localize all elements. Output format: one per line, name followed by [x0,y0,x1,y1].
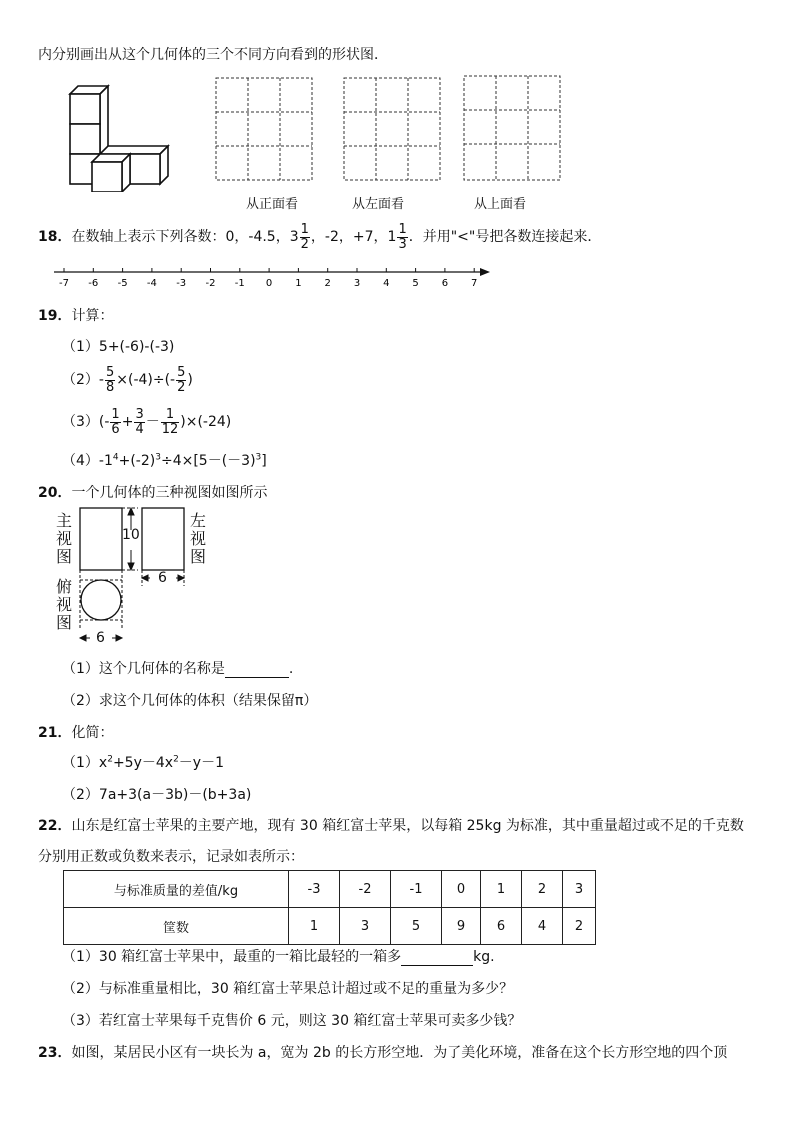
table-cell: 4 [522,908,563,945]
number-line-tick-label: 3 [353,278,361,289]
top-view-grid [462,74,562,182]
fraction-5-2 [176,366,186,395]
height-dimension: 10 [122,527,140,543]
q19-p2-label: （2）- [62,372,104,388]
table-cell: -1 [391,871,442,908]
mixed-number-2-whole: 1 [387,229,397,245]
number-line-tick-label: -6 [88,278,99,289]
table-cell: 9 [442,908,481,945]
q22-line-1 [38,815,744,835]
fraction-5-8 [105,366,115,395]
q22-p1-end: kg. [473,949,495,965]
q19-p2-end: ) [187,372,193,388]
q22-line1-text: 山东是红富士苹果的主要产地，现有 30 箱红富士苹果，以每箱 25kg 为标准，其中重量超过或不足的千克数 [71,818,744,834]
fraction-denominator: 8 [105,379,115,395]
caption-char: 图 [56,613,73,632]
fraction-numerator: 1 [161,408,180,423]
q21-p1-a: （1）x [62,755,108,771]
number-line-tick-label: -2 [205,278,216,289]
table-cell: 1 [481,871,522,908]
fraction-denominator: 2 [300,236,309,252]
q17-intro: 内分别画出从这个几何体的三个不同方向看到的形状图． [38,47,388,63]
q19-part-4 [62,450,267,470]
fraction-numerator: 3 [135,406,144,422]
three-view-drawing [76,504,188,648]
exponent: 3 [255,452,262,463]
q20-title [38,482,267,502]
q23-text: 如图，某居民小区有一块长为 a，宽为 2b 的长方形空地．为了美化环境，准备在这个长方形空地的四个顶 [71,1045,728,1061]
table-cell: 2 [563,908,596,945]
fraction-1-12 [161,408,180,437]
table-cell: 3 [563,871,596,908]
caption-char: 主 [56,511,73,530]
q19-p4-a: （4）-1 [62,453,113,469]
q19-p4-d: ] [261,453,267,469]
caption-char: 俯 [56,577,73,596]
fraction-numerator: 5 [105,364,115,380]
q21-part-2: （2）7a+3(a－3b)－(b+3a) [62,787,252,803]
mixed-number-1-fraction [300,223,310,252]
q19-number: 19． [38,308,72,324]
left-view-label: 从左面看 [352,197,405,212]
number-line-tick-label: 4 [383,278,390,289]
caption-char: 视 [190,529,207,548]
fraction-denominator: 3 [398,236,407,252]
q20-part-2: （2）求这个几何体的体积（结果保留π） [62,693,318,709]
exponent: 2 [173,754,179,765]
table-row [64,871,596,908]
plus-sign: + [121,414,134,430]
q22-line-2: 分别用正数或负数来表示，记录如表所示： [38,849,304,865]
q19-p4-c: ÷4×[5－(－3) [160,453,256,469]
exponent: 2 [107,754,113,765]
q19-p3-end: )×(-24) [180,414,232,430]
table-cell: -3 [289,871,340,908]
q22-part-3: （3）若红富士苹果每千克售价 6 元，则这 30 箱红富士苹果可卖多少钱？ [62,1013,522,1029]
q19-part-2 [62,364,193,396]
q19-p2-mid: ×(-4)÷(- [116,372,176,388]
side-view-rect [142,508,184,570]
q21-part-1 [62,752,224,772]
q22-number: 22． [38,818,72,834]
table-header-cell: 筐数 [64,908,289,945]
q20-p1-text: （1）这个几何体的名称是 [62,661,225,677]
fraction-numerator: 1 [111,406,120,422]
q20-number: 20． [38,485,72,501]
fraction-numerator: 1 [398,221,407,237]
caption-char: 图 [56,547,73,566]
q19-title-text: 计算： [71,308,114,324]
left-view-grid [342,76,442,182]
side-view-caption [190,512,206,566]
table-row [64,908,596,945]
top-width-dimension: 6 [96,630,105,646]
number-line-tick-label: -4 [146,278,157,289]
fraction-denominator: 6 [111,421,120,437]
table-cell: 1 [289,908,340,945]
table-header-cell: 与标准质量的差值/kg [64,871,289,908]
q20-p1-end: . [288,661,294,677]
number-line-arrow [480,268,490,276]
q19-part-3 [62,406,231,438]
answer-blank[interactable] [401,951,473,966]
cube-solid-figure [66,84,174,192]
q18-text-b: ，-2，+7， [310,229,388,245]
front-view-grid [214,76,314,182]
number-line-tick-label: -3 [176,278,187,289]
q18-text-a: 在数轴上表示下列各数：0，-4.5， [71,229,290,245]
number-line-tick-label: -5 [117,278,128,289]
table-cell: 3 [340,908,391,945]
table-cell: 5 [391,908,442,945]
q23-line [38,1042,727,1062]
q19-part-1: （1）5+(-6)-(-3) [62,339,175,355]
caption-char: 图 [190,547,207,566]
minus-sign: － [145,414,160,430]
fraction-denominator: 12 [161,421,179,437]
table-cell: 6 [481,908,522,945]
table-cell: -2 [340,871,391,908]
number-line-tick-label: 1 [295,278,302,289]
table-cell: 0 [442,871,481,908]
front-view-rect [80,508,122,570]
q21-title [38,722,113,742]
top-view-circle [81,580,121,620]
fraction-3-4 [134,408,144,437]
q21-title-text: 化简： [71,725,114,741]
q19-title [38,305,113,325]
side-width-dimension: 6 [158,570,167,586]
mixed-number-2-fraction [397,223,407,252]
q22-part-2: （2）与标准重量相比，30 箱红富士苹果总计超过或不足的重量为多少？ [62,981,514,997]
top-view-caption [56,578,72,632]
q21-number: 21． [38,725,72,741]
number-line-tick-label: -7 [59,278,69,289]
fraction-numerator: 5 [177,364,186,380]
exponent: 4 [112,452,119,463]
q18-text-c: ．并用"<"号把各数连接起来． [408,229,602,245]
number-line-tick-label: 5 [412,278,419,289]
fraction-denominator: 4 [135,421,144,437]
answer-blank[interactable] [225,663,289,678]
q18-number: 18． [38,229,72,245]
q21-p1-c: －y－1 [178,755,224,771]
front-view-label: 从正面看 [246,197,299,212]
q20-title-text: 一个几何体的三种视图如图所示 [71,485,268,501]
q20-part-1 [62,658,293,678]
q19-p3-label: （3）(- [62,414,110,430]
number-line-tick-label: 2 [324,278,331,289]
number-line [54,264,494,290]
q22-p1-text: （1）30 箱红富士苹果中，最重的一箱比最轻的一箱多 [62,949,402,965]
fraction-denominator: 2 [177,379,186,395]
number-line-tick-label: 0 [265,278,273,289]
number-line-tick-label: -1 [234,278,245,289]
top-view-label: 从上面看 [474,197,527,212]
q21-p1-b: +5y－4x [112,755,174,771]
caption-char: 视 [56,529,73,548]
mixed-number-1-whole: 3 [289,229,299,245]
q19-p4-b: +(-2) [118,453,156,469]
fraction-1-6 [110,408,120,437]
q23-number: 23． [38,1045,72,1061]
table-cell: 2 [522,871,563,908]
number-line-tick-label: 7 [471,278,478,289]
apple-weight-table [63,870,596,945]
number-line-tick-label: 6 [441,278,449,289]
q22-part-1 [62,946,495,966]
caption-char: 左 [190,511,207,530]
q18-line [38,220,601,254]
caption-char: 视 [56,595,73,614]
fraction-numerator: 1 [300,221,309,237]
exponent: 3 [155,452,161,463]
front-view-caption [56,512,72,566]
